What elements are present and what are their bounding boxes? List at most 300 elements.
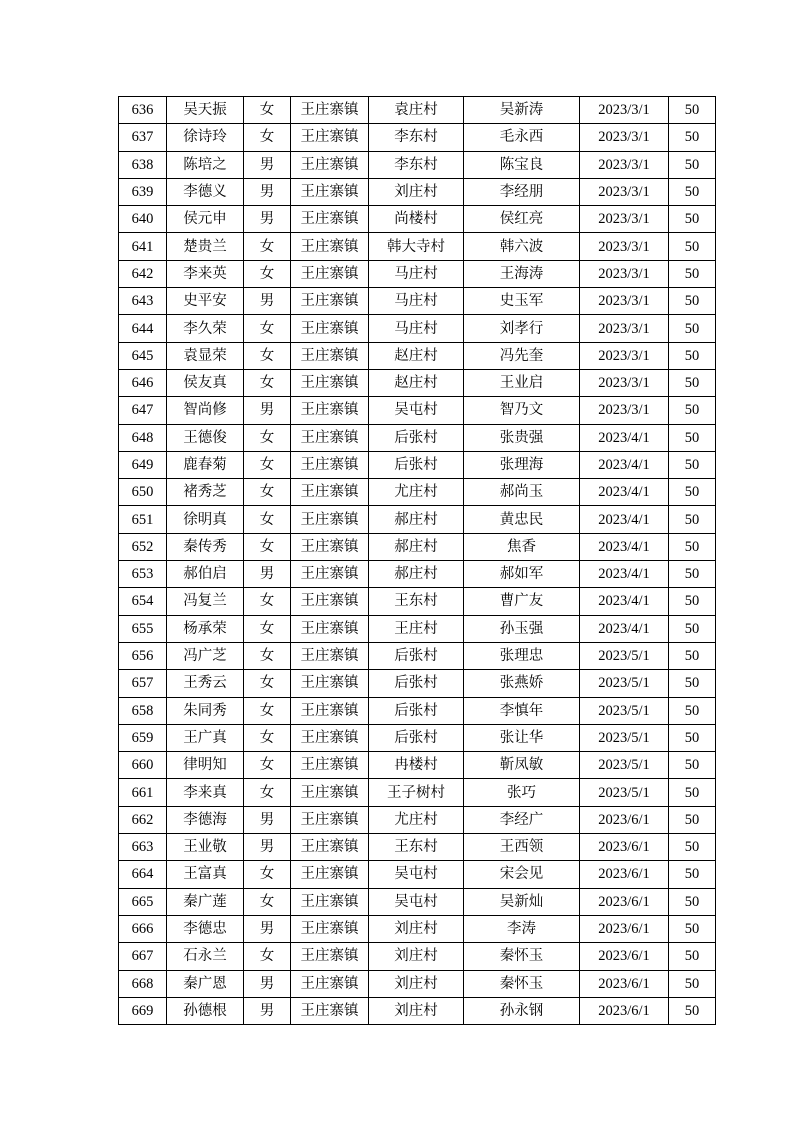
gender-cell: 男 bbox=[244, 806, 291, 833]
name-cell: 吴天振 bbox=[167, 97, 244, 124]
table-row bbox=[119, 533, 716, 560]
town-cell: 王庄寨镇 bbox=[291, 533, 369, 560]
date-cell: 2023/6/1 bbox=[580, 943, 669, 970]
village-cell: 赵庄村 bbox=[369, 342, 464, 369]
name-cell: 徐明真 bbox=[167, 506, 244, 533]
document-page bbox=[118, 96, 715, 1025]
gender-cell: 男 bbox=[244, 561, 291, 588]
amount-cell: 50 bbox=[669, 506, 716, 533]
contact-name-cell: 陈宝良 bbox=[464, 151, 580, 178]
date-cell: 2023/3/1 bbox=[580, 315, 669, 342]
date-cell: 2023/6/1 bbox=[580, 834, 669, 861]
contact-name-cell: 张理海 bbox=[464, 451, 580, 478]
village-cell: 后张村 bbox=[369, 451, 464, 478]
serial-number-cell: 661 bbox=[119, 779, 167, 806]
contact-name-cell: 张理忠 bbox=[464, 642, 580, 669]
contact-name-cell: 侯红亮 bbox=[464, 206, 580, 233]
village-cell: 王子树村 bbox=[369, 779, 464, 806]
town-cell: 王庄寨镇 bbox=[291, 888, 369, 915]
amount-cell: 50 bbox=[669, 233, 716, 260]
village-cell: 刘庄村 bbox=[369, 178, 464, 205]
town-cell: 王庄寨镇 bbox=[291, 806, 369, 833]
name-cell: 孙德根 bbox=[167, 997, 244, 1024]
date-cell: 2023/3/1 bbox=[580, 151, 669, 178]
village-cell: 尚楼村 bbox=[369, 206, 464, 233]
village-cell: 王东村 bbox=[369, 834, 464, 861]
town-cell: 王庄寨镇 bbox=[291, 997, 369, 1024]
contact-name-cell: 孙玉强 bbox=[464, 615, 580, 642]
contact-name-cell: 刘孝行 bbox=[464, 315, 580, 342]
name-cell: 陈培之 bbox=[167, 151, 244, 178]
contact-name-cell: 张巧 bbox=[464, 779, 580, 806]
name-cell: 袁显荣 bbox=[167, 342, 244, 369]
serial-number-cell: 647 bbox=[119, 397, 167, 424]
name-cell: 秦广莲 bbox=[167, 888, 244, 915]
village-cell: 刘庄村 bbox=[369, 997, 464, 1024]
date-cell: 2023/3/1 bbox=[580, 124, 669, 151]
serial-number-cell: 636 bbox=[119, 97, 167, 124]
amount-cell: 50 bbox=[669, 533, 716, 560]
amount-cell: 50 bbox=[669, 424, 716, 451]
name-cell: 李来英 bbox=[167, 260, 244, 287]
table-row bbox=[119, 178, 716, 205]
date-cell: 2023/3/1 bbox=[580, 369, 669, 396]
amount-cell: 50 bbox=[669, 670, 716, 697]
date-cell: 2023/4/1 bbox=[580, 588, 669, 615]
serial-number-cell: 648 bbox=[119, 424, 167, 451]
town-cell: 王庄寨镇 bbox=[291, 506, 369, 533]
town-cell: 王庄寨镇 bbox=[291, 288, 369, 315]
date-cell: 2023/3/1 bbox=[580, 288, 669, 315]
name-cell: 李德忠 bbox=[167, 915, 244, 942]
date-cell: 2023/3/1 bbox=[580, 178, 669, 205]
village-cell: 后张村 bbox=[369, 724, 464, 751]
village-cell: 马庄村 bbox=[369, 288, 464, 315]
town-cell: 王庄寨镇 bbox=[291, 424, 369, 451]
town-cell: 王庄寨镇 bbox=[291, 315, 369, 342]
amount-cell: 50 bbox=[669, 997, 716, 1024]
name-cell: 李德海 bbox=[167, 806, 244, 833]
village-cell: 后张村 bbox=[369, 697, 464, 724]
village-cell: 韩大寺村 bbox=[369, 233, 464, 260]
table-row bbox=[119, 779, 716, 806]
date-cell: 2023/4/1 bbox=[580, 479, 669, 506]
town-cell: 王庄寨镇 bbox=[291, 97, 369, 124]
table-row bbox=[119, 697, 716, 724]
gender-cell: 男 bbox=[244, 397, 291, 424]
gender-cell: 女 bbox=[244, 888, 291, 915]
gender-cell: 女 bbox=[244, 588, 291, 615]
serial-number-cell: 655 bbox=[119, 615, 167, 642]
contact-name-cell: 韩六波 bbox=[464, 233, 580, 260]
table-row bbox=[119, 97, 716, 124]
contact-name-cell: 吴新灿 bbox=[464, 888, 580, 915]
date-cell: 2023/4/1 bbox=[580, 615, 669, 642]
name-cell: 王广真 bbox=[167, 724, 244, 751]
gender-cell: 女 bbox=[244, 342, 291, 369]
town-cell: 王庄寨镇 bbox=[291, 397, 369, 424]
amount-cell: 50 bbox=[669, 943, 716, 970]
village-cell: 马庄村 bbox=[369, 260, 464, 287]
date-cell: 2023/6/1 bbox=[580, 861, 669, 888]
serial-number-cell: 642 bbox=[119, 260, 167, 287]
serial-number-cell: 660 bbox=[119, 752, 167, 779]
name-cell: 侯友真 bbox=[167, 369, 244, 396]
contact-name-cell: 黄忠民 bbox=[464, 506, 580, 533]
date-cell: 2023/4/1 bbox=[580, 561, 669, 588]
contact-name-cell: 李慎年 bbox=[464, 697, 580, 724]
table-row bbox=[119, 861, 716, 888]
table-row bbox=[119, 124, 716, 151]
gender-cell: 男 bbox=[244, 151, 291, 178]
table-row bbox=[119, 479, 716, 506]
table-row bbox=[119, 397, 716, 424]
table-row bbox=[119, 288, 716, 315]
gender-cell: 女 bbox=[244, 943, 291, 970]
gender-cell: 女 bbox=[244, 642, 291, 669]
amount-cell: 50 bbox=[669, 315, 716, 342]
gender-cell: 女 bbox=[244, 315, 291, 342]
amount-cell: 50 bbox=[669, 369, 716, 396]
village-cell: 吴屯村 bbox=[369, 397, 464, 424]
date-cell: 2023/3/1 bbox=[580, 342, 669, 369]
town-cell: 王庄寨镇 bbox=[291, 479, 369, 506]
amount-cell: 50 bbox=[669, 342, 716, 369]
table-row bbox=[119, 233, 716, 260]
village-cell: 后张村 bbox=[369, 642, 464, 669]
name-cell: 冯广芝 bbox=[167, 642, 244, 669]
serial-number-cell: 641 bbox=[119, 233, 167, 260]
table-row bbox=[119, 260, 716, 287]
village-cell: 吴屯村 bbox=[369, 888, 464, 915]
village-cell: 郝庄村 bbox=[369, 533, 464, 560]
town-cell: 王庄寨镇 bbox=[291, 260, 369, 287]
serial-number-cell: 668 bbox=[119, 970, 167, 997]
village-cell: 吴屯村 bbox=[369, 861, 464, 888]
table-row bbox=[119, 724, 716, 751]
amount-cell: 50 bbox=[669, 151, 716, 178]
serial-number-cell: 649 bbox=[119, 451, 167, 478]
table-row bbox=[119, 561, 716, 588]
roster-table-body bbox=[119, 97, 716, 1025]
serial-number-cell: 656 bbox=[119, 642, 167, 669]
contact-name-cell: 张让华 bbox=[464, 724, 580, 751]
serial-number-cell: 653 bbox=[119, 561, 167, 588]
table-row bbox=[119, 997, 716, 1024]
amount-cell: 50 bbox=[669, 697, 716, 724]
gender-cell: 女 bbox=[244, 752, 291, 779]
contact-name-cell: 李经朋 bbox=[464, 178, 580, 205]
contact-name-cell: 史玉军 bbox=[464, 288, 580, 315]
town-cell: 王庄寨镇 bbox=[291, 861, 369, 888]
gender-cell: 男 bbox=[244, 206, 291, 233]
table-row bbox=[119, 451, 716, 478]
town-cell: 王庄寨镇 bbox=[291, 206, 369, 233]
village-cell: 赵庄村 bbox=[369, 369, 464, 396]
village-cell: 马庄村 bbox=[369, 315, 464, 342]
serial-number-cell: 644 bbox=[119, 315, 167, 342]
gender-cell: 女 bbox=[244, 260, 291, 287]
village-cell: 李东村 bbox=[369, 124, 464, 151]
gender-cell: 女 bbox=[244, 479, 291, 506]
date-cell: 2023/6/1 bbox=[580, 997, 669, 1024]
contact-name-cell: 王西领 bbox=[464, 834, 580, 861]
amount-cell: 50 bbox=[669, 451, 716, 478]
town-cell: 王庄寨镇 bbox=[291, 724, 369, 751]
date-cell: 2023/5/1 bbox=[580, 642, 669, 669]
table-row bbox=[119, 915, 716, 942]
town-cell: 王庄寨镇 bbox=[291, 752, 369, 779]
name-cell: 褚秀芝 bbox=[167, 479, 244, 506]
name-cell: 朱同秀 bbox=[167, 697, 244, 724]
gender-cell: 女 bbox=[244, 506, 291, 533]
village-cell: 郝庄村 bbox=[369, 561, 464, 588]
name-cell: 王富真 bbox=[167, 861, 244, 888]
serial-number-cell: 650 bbox=[119, 479, 167, 506]
serial-number-cell: 640 bbox=[119, 206, 167, 233]
amount-cell: 50 bbox=[669, 97, 716, 124]
date-cell: 2023/3/1 bbox=[580, 397, 669, 424]
name-cell: 冯复兰 bbox=[167, 588, 244, 615]
contact-name-cell: 张燕娇 bbox=[464, 670, 580, 697]
village-cell: 郝庄村 bbox=[369, 506, 464, 533]
contact-name-cell: 郝如军 bbox=[464, 561, 580, 588]
contact-name-cell: 靳凤敏 bbox=[464, 752, 580, 779]
contact-name-cell: 冯先奎 bbox=[464, 342, 580, 369]
village-cell: 刘庄村 bbox=[369, 970, 464, 997]
amount-cell: 50 bbox=[669, 588, 716, 615]
table-row bbox=[119, 342, 716, 369]
serial-number-cell: 659 bbox=[119, 724, 167, 751]
serial-number-cell: 658 bbox=[119, 697, 167, 724]
town-cell: 王庄寨镇 bbox=[291, 124, 369, 151]
contact-name-cell: 王业启 bbox=[464, 369, 580, 396]
town-cell: 王庄寨镇 bbox=[291, 615, 369, 642]
amount-cell: 50 bbox=[669, 752, 716, 779]
amount-cell: 50 bbox=[669, 915, 716, 942]
amount-cell: 50 bbox=[669, 779, 716, 806]
amount-cell: 50 bbox=[669, 178, 716, 205]
gender-cell: 女 bbox=[244, 97, 291, 124]
amount-cell: 50 bbox=[669, 288, 716, 315]
date-cell: 2023/5/1 bbox=[580, 779, 669, 806]
amount-cell: 50 bbox=[669, 124, 716, 151]
serial-number-cell: 637 bbox=[119, 124, 167, 151]
town-cell: 王庄寨镇 bbox=[291, 670, 369, 697]
amount-cell: 50 bbox=[669, 260, 716, 287]
table-row bbox=[119, 642, 716, 669]
contact-name-cell: 曹广友 bbox=[464, 588, 580, 615]
date-cell: 2023/4/1 bbox=[580, 506, 669, 533]
serial-number-cell: 665 bbox=[119, 888, 167, 915]
date-cell: 2023/3/1 bbox=[580, 260, 669, 287]
amount-cell: 50 bbox=[669, 970, 716, 997]
name-cell: 秦传秀 bbox=[167, 533, 244, 560]
town-cell: 王庄寨镇 bbox=[291, 915, 369, 942]
contact-name-cell: 吴新涛 bbox=[464, 97, 580, 124]
contact-name-cell: 李经广 bbox=[464, 806, 580, 833]
table-row bbox=[119, 424, 716, 451]
gender-cell: 男 bbox=[244, 997, 291, 1024]
table-row bbox=[119, 943, 716, 970]
gender-cell: 女 bbox=[244, 724, 291, 751]
gender-cell: 女 bbox=[244, 369, 291, 396]
contact-name-cell: 郝尚玉 bbox=[464, 479, 580, 506]
name-cell: 李久荣 bbox=[167, 315, 244, 342]
date-cell: 2023/4/1 bbox=[580, 533, 669, 560]
gender-cell: 女 bbox=[244, 779, 291, 806]
date-cell: 2023/6/1 bbox=[580, 806, 669, 833]
date-cell: 2023/3/1 bbox=[580, 233, 669, 260]
gender-cell: 女 bbox=[244, 697, 291, 724]
name-cell: 李来真 bbox=[167, 779, 244, 806]
table-row bbox=[119, 369, 716, 396]
town-cell: 王庄寨镇 bbox=[291, 588, 369, 615]
town-cell: 王庄寨镇 bbox=[291, 369, 369, 396]
table-row bbox=[119, 888, 716, 915]
contact-name-cell: 张贵强 bbox=[464, 424, 580, 451]
gender-cell: 女 bbox=[244, 615, 291, 642]
gender-cell: 女 bbox=[244, 670, 291, 697]
table-row bbox=[119, 615, 716, 642]
contact-name-cell: 王海涛 bbox=[464, 260, 580, 287]
town-cell: 王庄寨镇 bbox=[291, 642, 369, 669]
town-cell: 王庄寨镇 bbox=[291, 834, 369, 861]
table-row bbox=[119, 970, 716, 997]
amount-cell: 50 bbox=[669, 561, 716, 588]
gender-cell: 男 bbox=[244, 970, 291, 997]
serial-number-cell: 663 bbox=[119, 834, 167, 861]
serial-number-cell: 638 bbox=[119, 151, 167, 178]
contact-name-cell: 秦怀玉 bbox=[464, 943, 580, 970]
serial-number-cell: 664 bbox=[119, 861, 167, 888]
village-cell: 李东村 bbox=[369, 151, 464, 178]
date-cell: 2023/3/1 bbox=[580, 97, 669, 124]
village-cell: 刘庄村 bbox=[369, 915, 464, 942]
name-cell: 智尚修 bbox=[167, 397, 244, 424]
roster-table bbox=[118, 96, 716, 1025]
gender-cell: 女 bbox=[244, 861, 291, 888]
table-row bbox=[119, 834, 716, 861]
table-row bbox=[119, 588, 716, 615]
name-cell: 律明知 bbox=[167, 752, 244, 779]
town-cell: 王庄寨镇 bbox=[291, 943, 369, 970]
table-row bbox=[119, 752, 716, 779]
serial-number-cell: 645 bbox=[119, 342, 167, 369]
amount-cell: 50 bbox=[669, 479, 716, 506]
amount-cell: 50 bbox=[669, 397, 716, 424]
name-cell: 史平安 bbox=[167, 288, 244, 315]
serial-number-cell: 639 bbox=[119, 178, 167, 205]
gender-cell: 男 bbox=[244, 288, 291, 315]
contact-name-cell: 焦香 bbox=[464, 533, 580, 560]
gender-cell: 女 bbox=[244, 124, 291, 151]
amount-cell: 50 bbox=[669, 724, 716, 751]
town-cell: 王庄寨镇 bbox=[291, 779, 369, 806]
name-cell: 鹿春菊 bbox=[167, 451, 244, 478]
table-row bbox=[119, 670, 716, 697]
amount-cell: 50 bbox=[669, 888, 716, 915]
town-cell: 王庄寨镇 bbox=[291, 451, 369, 478]
date-cell: 2023/5/1 bbox=[580, 670, 669, 697]
amount-cell: 50 bbox=[669, 642, 716, 669]
serial-number-cell: 643 bbox=[119, 288, 167, 315]
name-cell: 徐诗玲 bbox=[167, 124, 244, 151]
name-cell: 楚贵兰 bbox=[167, 233, 244, 260]
date-cell: 2023/6/1 bbox=[580, 970, 669, 997]
gender-cell: 女 bbox=[244, 424, 291, 451]
village-cell: 尤庄村 bbox=[369, 479, 464, 506]
serial-number-cell: 669 bbox=[119, 997, 167, 1024]
gender-cell: 男 bbox=[244, 834, 291, 861]
table-row bbox=[119, 151, 716, 178]
name-cell: 秦广恩 bbox=[167, 970, 244, 997]
table-row bbox=[119, 806, 716, 833]
town-cell: 王庄寨镇 bbox=[291, 151, 369, 178]
amount-cell: 50 bbox=[669, 834, 716, 861]
serial-number-cell: 651 bbox=[119, 506, 167, 533]
table-row bbox=[119, 315, 716, 342]
date-cell: 2023/5/1 bbox=[580, 724, 669, 751]
table-row bbox=[119, 506, 716, 533]
serial-number-cell: 667 bbox=[119, 943, 167, 970]
town-cell: 王庄寨镇 bbox=[291, 970, 369, 997]
serial-number-cell: 666 bbox=[119, 915, 167, 942]
village-cell: 后张村 bbox=[369, 670, 464, 697]
village-cell: 后张村 bbox=[369, 424, 464, 451]
date-cell: 2023/6/1 bbox=[580, 888, 669, 915]
serial-number-cell: 646 bbox=[119, 369, 167, 396]
name-cell: 王秀云 bbox=[167, 670, 244, 697]
contact-name-cell: 智乃文 bbox=[464, 397, 580, 424]
contact-name-cell: 孙永钢 bbox=[464, 997, 580, 1024]
amount-cell: 50 bbox=[669, 615, 716, 642]
gender-cell: 女 bbox=[244, 533, 291, 560]
serial-number-cell: 654 bbox=[119, 588, 167, 615]
date-cell: 2023/5/1 bbox=[580, 697, 669, 724]
table-row bbox=[119, 206, 716, 233]
contact-name-cell: 宋会见 bbox=[464, 861, 580, 888]
town-cell: 王庄寨镇 bbox=[291, 697, 369, 724]
village-cell: 袁庄村 bbox=[369, 97, 464, 124]
amount-cell: 50 bbox=[669, 806, 716, 833]
name-cell: 王德俊 bbox=[167, 424, 244, 451]
village-cell: 王庄村 bbox=[369, 615, 464, 642]
town-cell: 王庄寨镇 bbox=[291, 561, 369, 588]
name-cell: 郝伯启 bbox=[167, 561, 244, 588]
date-cell: 2023/3/1 bbox=[580, 206, 669, 233]
village-cell: 冉楼村 bbox=[369, 752, 464, 779]
serial-number-cell: 662 bbox=[119, 806, 167, 833]
town-cell: 王庄寨镇 bbox=[291, 342, 369, 369]
date-cell: 2023/4/1 bbox=[580, 451, 669, 478]
name-cell: 杨承荣 bbox=[167, 615, 244, 642]
amount-cell: 50 bbox=[669, 206, 716, 233]
serial-number-cell: 657 bbox=[119, 670, 167, 697]
amount-cell: 50 bbox=[669, 861, 716, 888]
contact-name-cell: 秦怀玉 bbox=[464, 970, 580, 997]
date-cell: 2023/6/1 bbox=[580, 915, 669, 942]
gender-cell: 女 bbox=[244, 451, 291, 478]
town-cell: 王庄寨镇 bbox=[291, 178, 369, 205]
name-cell: 侯元申 bbox=[167, 206, 244, 233]
name-cell: 石永兰 bbox=[167, 943, 244, 970]
village-cell: 王东村 bbox=[369, 588, 464, 615]
name-cell: 王业敬 bbox=[167, 834, 244, 861]
village-cell: 刘庄村 bbox=[369, 943, 464, 970]
date-cell: 2023/5/1 bbox=[580, 752, 669, 779]
contact-name-cell: 李涛 bbox=[464, 915, 580, 942]
